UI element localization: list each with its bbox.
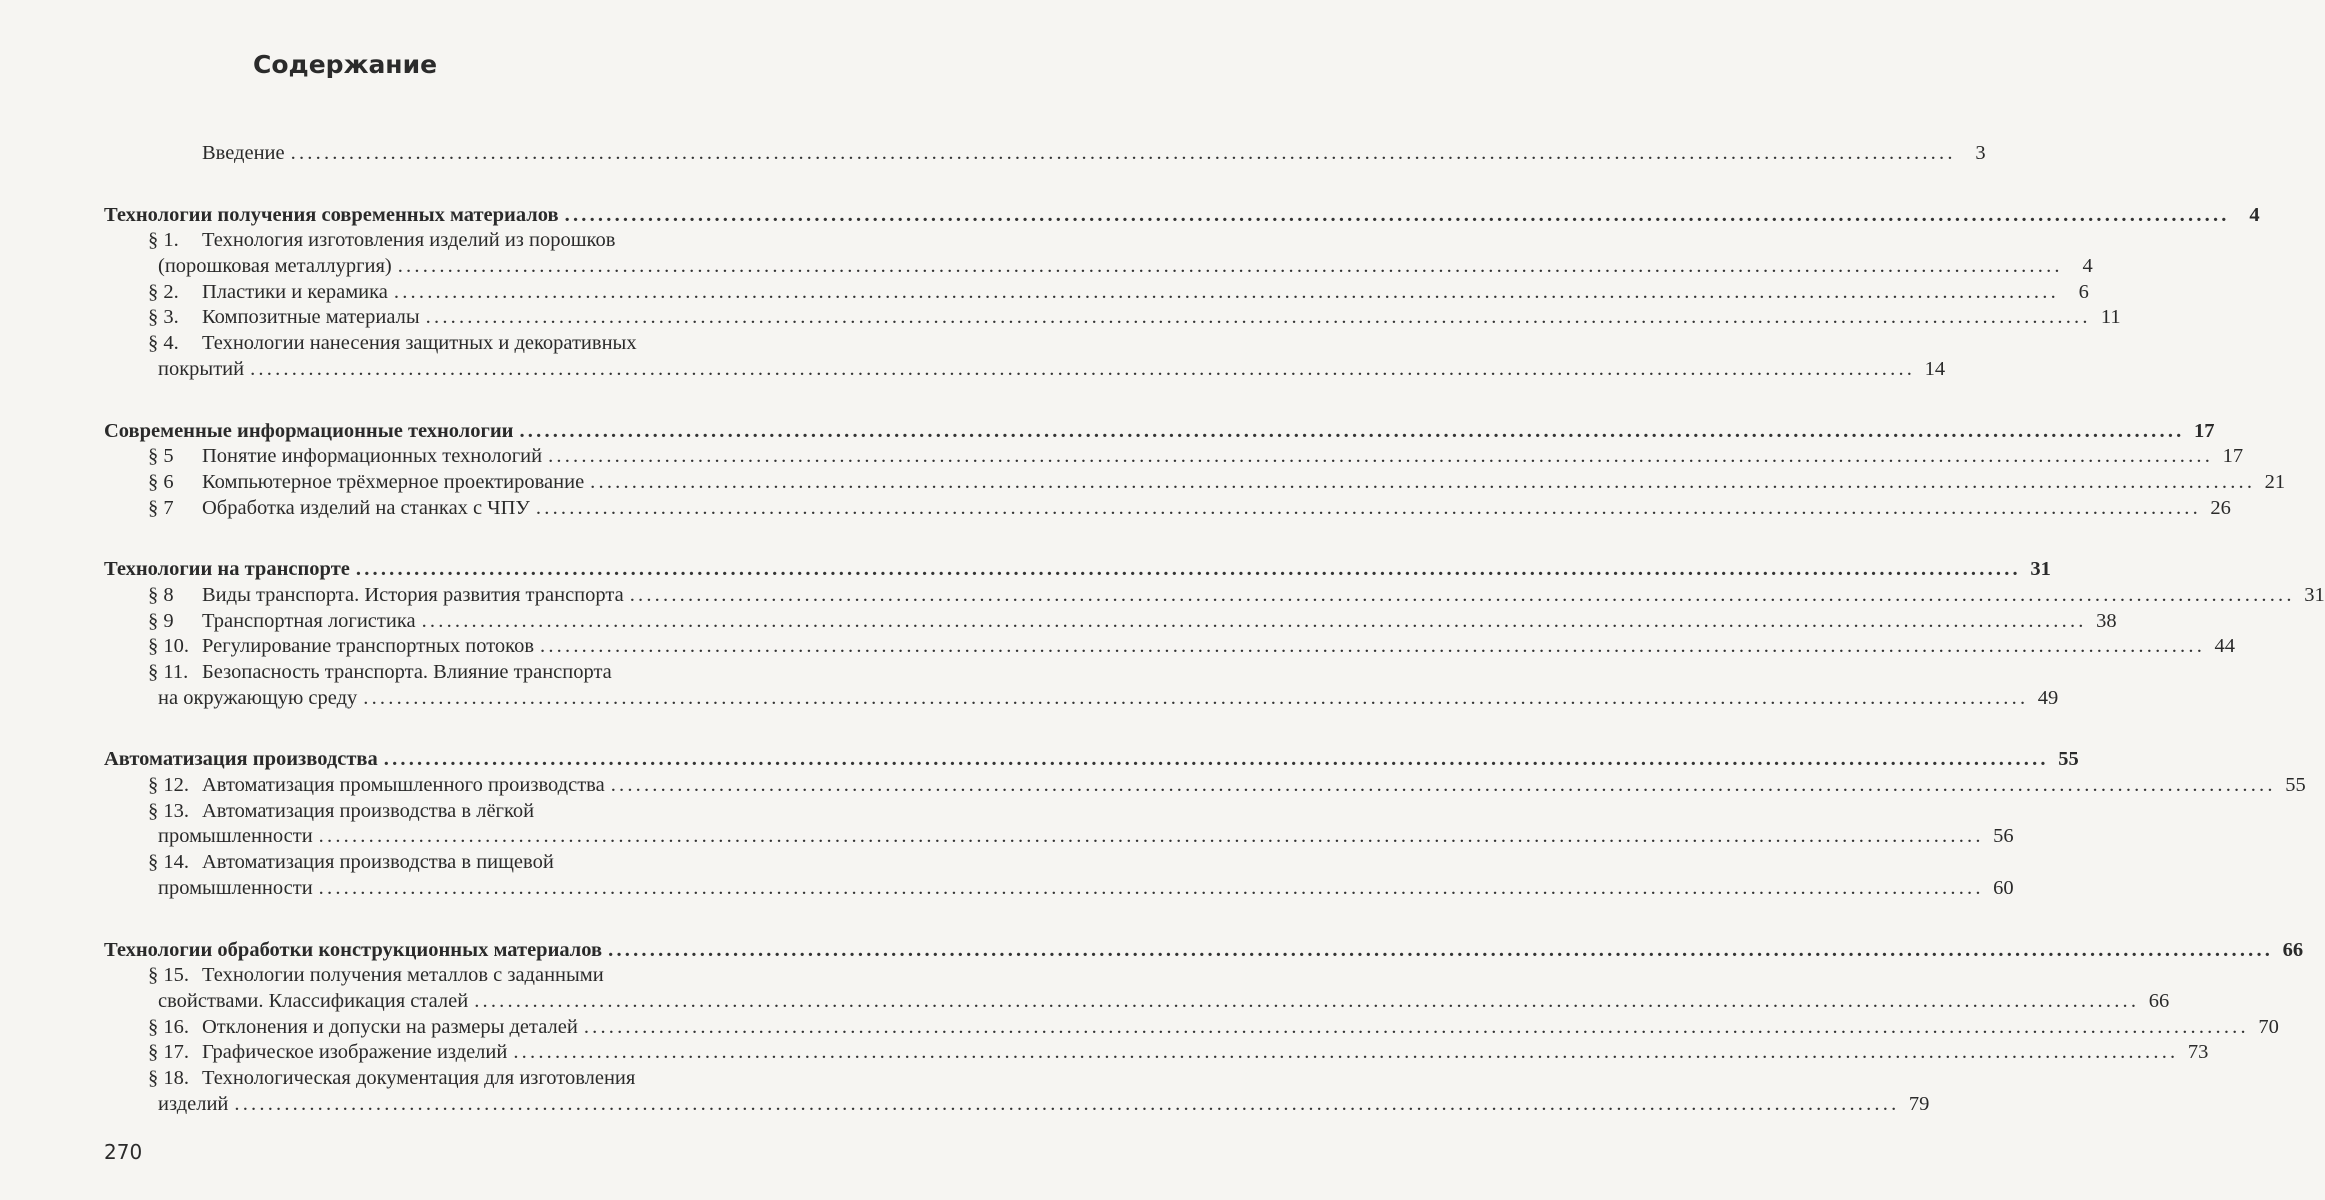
paragraph-number: § 15. [148, 964, 189, 987]
toc-entry [104, 357, 1946, 383]
dot-leader: ........................................................................................................................................................................................................ [421, 609, 2087, 632]
dot-leader: ........................................................................................................................................................................................................ [250, 357, 1916, 380]
entry-page: 21 [2264, 470, 2286, 493]
entry-page: 55 [2285, 774, 2306, 797]
entry-page: 56 [1993, 825, 2014, 848]
paragraph-number: § 18. [148, 1066, 189, 1089]
paragraph-number: § 17. [148, 1041, 189, 1064]
entry-title: изделий [158, 1092, 229, 1115]
dot-leader: ........................................................................................................................................................................................................ [519, 419, 2185, 442]
dot-leader: ........................................................................................................................................................................................................ [355, 558, 2021, 581]
toc-section [104, 938, 2304, 1118]
dot-leader: ........................................................................................................................................................................................................ [513, 1041, 2179, 1064]
toc-entry [104, 876, 2014, 902]
toc-entry [104, 660, 876, 686]
paragraph-number: § 3. [148, 306, 179, 329]
toc-entry [104, 254, 2093, 280]
entry-page: 17 [2222, 445, 2244, 468]
entry-title: Введение [202, 142, 285, 164]
toc-entry [104, 1092, 1930, 1118]
dot-leader: ........................................................................................................................................................................................................ [540, 635, 2206, 658]
dot-leader: ........................................................................................................................................................................................................ [318, 825, 1984, 848]
paragraph-number: § 10. [148, 635, 189, 658]
dot-leader: ........................................................................................................................................................................................................ [629, 583, 2295, 606]
entry-page: 66 [2148, 989, 2170, 1012]
entry-page: 6 [2078, 280, 2089, 303]
toc-entry [104, 228, 876, 254]
entry-title: (порошковая металлургия) [158, 255, 392, 278]
entry-page: 49 [2037, 686, 2059, 709]
entry-page: 66 [2282, 938, 2304, 961]
entry-page: 70 [2258, 1015, 2279, 1038]
entry-title: покрытий [158, 357, 245, 380]
dot-leader: ........................................................................................................................................................................................................ [397, 255, 2063, 278]
section-heading [104, 938, 2304, 964]
entry-page: 11 [2100, 306, 2121, 329]
paragraph-number: § 7 [148, 496, 174, 519]
paragraph-number: § 2. [148, 280, 179, 303]
entry-title: промышленности [158, 876, 313, 899]
dot-leader: ........................................................................................................................................................................................................ [610, 774, 2276, 797]
entry-title: Пластики и керамика [202, 280, 388, 303]
entry-title: Технологии получения металлов с заданными [202, 964, 604, 987]
paragraph-number: § 5 [148, 445, 174, 468]
paragraph-number: § 11. [148, 661, 189, 683]
dot-leader: ........................................................................................................................................................................................................ [234, 1092, 1900, 1115]
section-title: Технологии получения современных материалов [104, 203, 559, 226]
dot-leader: ........................................................................................................................................................................................................ [290, 142, 1956, 164]
section-title: Технологии обработки конструкционных материалов [104, 938, 603, 961]
entry-page: 14 [1924, 357, 1946, 380]
entry-title: Безопасность транспорта. Влияние транспорта [202, 661, 612, 683]
entry-title: Транспортная логистика [202, 609, 416, 632]
section-heading [104, 557, 2051, 583]
section-title: Современные информационные технологии [104, 419, 514, 442]
entry-title: Компьютерное трёхмерное проектирование [202, 470, 585, 493]
toc-entry [104, 470, 2286, 496]
dot-leader: ........................................................................................................................................................................................................ [383, 748, 2049, 771]
entry-title: Технология изготовления изделий из порошков [202, 229, 616, 252]
entry-title: Автоматизация промышленного производства [202, 774, 605, 797]
entry-title: Отклонения и допуски на размеры деталей [202, 1015, 578, 1038]
toc-entry [104, 1040, 2209, 1066]
entry-page: 55 [2058, 748, 2079, 771]
dot-leader: ........................................................................................................................................................................................................ [590, 470, 2256, 493]
entry-title: Графическое изображение изделий [202, 1041, 508, 1064]
paragraph-number: § 14. [148, 851, 189, 874]
section-heading [104, 747, 2079, 773]
dot-leader: ........................................................................................................................................................................................................ [393, 280, 2059, 303]
toc-entry [104, 280, 2089, 306]
toc-section [104, 557, 2325, 711]
entry-page: 31 [2304, 583, 2325, 606]
dot-leader: ........................................................................................................................................................................................................ [425, 306, 2091, 329]
entry-title: Технологии нанесения защитных и декоративных [202, 332, 637, 355]
toc-entry [104, 634, 2236, 660]
dot-leader: ........................................................................................................................................................................................................ [583, 1015, 2249, 1038]
toc-entry [104, 609, 2117, 635]
dot-leader: ........................................................................................................................................................................................................ [363, 686, 2029, 709]
entry-page: 4 [2249, 203, 2260, 226]
toc-section [104, 203, 2260, 383]
entry-page: 26 [2210, 496, 2231, 519]
paragraph-number: § 13. [148, 799, 189, 822]
toc-entry [104, 583, 2325, 609]
section-title: Технологии на транспорте [104, 558, 350, 581]
entry-title: Технологическая документация для изготовления [202, 1066, 636, 1089]
section-title: Автоматизация производства [104, 748, 378, 771]
entry-page: 73 [2187, 1041, 2209, 1064]
section-heading [104, 203, 2260, 229]
paragraph-number: § 4. [148, 332, 179, 355]
toc-entry [104, 824, 2014, 850]
table-of-contents [104, 141, 2325, 1117]
paragraph-number: § 16. [148, 1015, 189, 1038]
toc-entry [104, 444, 2244, 470]
toc-section [104, 419, 2286, 522]
dot-leader: ........................................................................................................................................................................................................ [474, 989, 2140, 1012]
entry-title: Обработка изделий на станках с ЧПУ [202, 496, 530, 519]
section-heading [104, 419, 2215, 445]
entry-title: Композитные материалы [202, 306, 420, 329]
entry-title: на окружающую среду [158, 686, 358, 709]
dot-leader: ........................................................................................................................................................................................................ [535, 496, 2201, 519]
toc-entry [104, 963, 876, 989]
toc-entry [104, 799, 876, 825]
paragraph-number: § 9 [148, 609, 174, 632]
dot-leader: ........................................................................................................................................................................................................ [564, 203, 2230, 226]
entry-page: 38 [2096, 609, 2117, 632]
toc-entry [104, 331, 876, 357]
toc-entry [104, 496, 2231, 522]
toc-entry [104, 989, 2170, 1015]
toc-section [104, 747, 2306, 901]
entry-title: Регулирование транспортных потоков [202, 635, 535, 658]
entry-title: Автоматизация производства в пищевой [202, 851, 554, 874]
dot-leader: ........................................................................................................................................................................................................ [608, 938, 2274, 961]
paragraph-number: § 6 [148, 470, 174, 493]
toc-entry [104, 773, 2306, 799]
dot-leader: ........................................................................................................................................................................................................ [548, 445, 2214, 468]
entry-page: 17 [2193, 419, 2215, 442]
entry-title: промышленности [158, 825, 313, 848]
entry-page: 31 [2030, 558, 2051, 581]
dot-leader: ........................................................................................................................................................................................................ [318, 876, 1984, 899]
entry-title: Автоматизация производства в лёгкой [202, 799, 535, 822]
page-number: 270 [104, 1140, 143, 1164]
toc-entry [104, 850, 876, 876]
entry-title: Виды транспорта. История развития транспорта [202, 583, 624, 606]
entry-page: 60 [1993, 876, 2014, 899]
entry-title: свойствами. Классификация сталей [158, 989, 469, 1012]
paragraph-number: § 1. [148, 229, 179, 252]
entry-title: Понятие информационных технологий [202, 445, 543, 468]
toc-entry [104, 686, 2059, 712]
entry-page: 79 [1908, 1092, 1930, 1115]
entry-page: 3 [1975, 142, 1986, 164]
page-title: Содержание [253, 50, 438, 79]
toc-entry [104, 1066, 876, 1092]
toc-entry [104, 1015, 2279, 1041]
paragraph-number: § 8 [148, 583, 174, 606]
toc-entry [104, 305, 2121, 331]
entry-page: 44 [2214, 635, 2236, 658]
entry-page: 4 [2082, 255, 2093, 278]
paragraph-number: § 12. [148, 774, 189, 797]
toc-entry-intro [104, 141, 1986, 167]
